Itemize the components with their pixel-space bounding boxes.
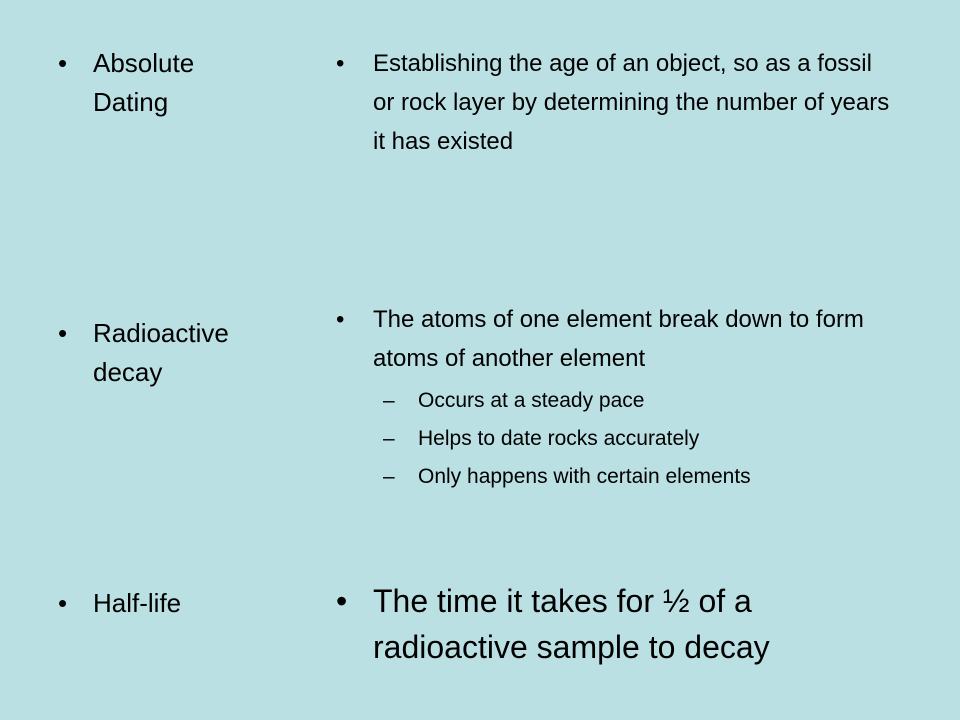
definition-text: Establishing the age of an object, so as a fossil or rock layer by determining the number of years it has existed — [373, 50, 890, 155]
definition-half-life — [336, 578, 896, 670]
term-label: Radioactive decay — [93, 318, 229, 387]
sub-points-list — [336, 382, 896, 496]
term-absolute-dating — [58, 44, 268, 122]
dash-icon: – — [383, 465, 395, 488]
sub-point-text: Occurs at a steady pace — [418, 389, 645, 412]
sub-point-text: Helps to date rocks accurately — [418, 427, 700, 450]
term-half-life — [58, 584, 268, 623]
sub-point-text: Only happens with certain elements — [418, 465, 751, 488]
definition-text: The time it takes for ½ of a radioactive sample to decay — [373, 583, 770, 665]
sub-point — [383, 420, 896, 458]
bullet-icon: • — [336, 50, 345, 77]
bullet-icon: • — [336, 306, 345, 333]
bullet-icon: • — [336, 583, 348, 619]
bullet-icon: • — [58, 318, 68, 348]
dash-icon: – — [383, 389, 395, 412]
bullet-icon: • — [58, 48, 68, 78]
dash-icon: – — [383, 427, 395, 450]
term-radioactive-decay — [58, 314, 268, 392]
definition-absolute-dating — [336, 44, 896, 161]
bullet-icon: • — [58, 588, 68, 618]
sub-point — [383, 458, 896, 496]
definition-text: The atoms of one element break down to form atoms of another element — [373, 306, 864, 372]
sub-point — [383, 382, 896, 420]
term-label: Absolute Dating — [93, 48, 195, 117]
definition-radioactive-decay — [336, 300, 896, 496]
term-label: Half-life — [93, 588, 182, 618]
